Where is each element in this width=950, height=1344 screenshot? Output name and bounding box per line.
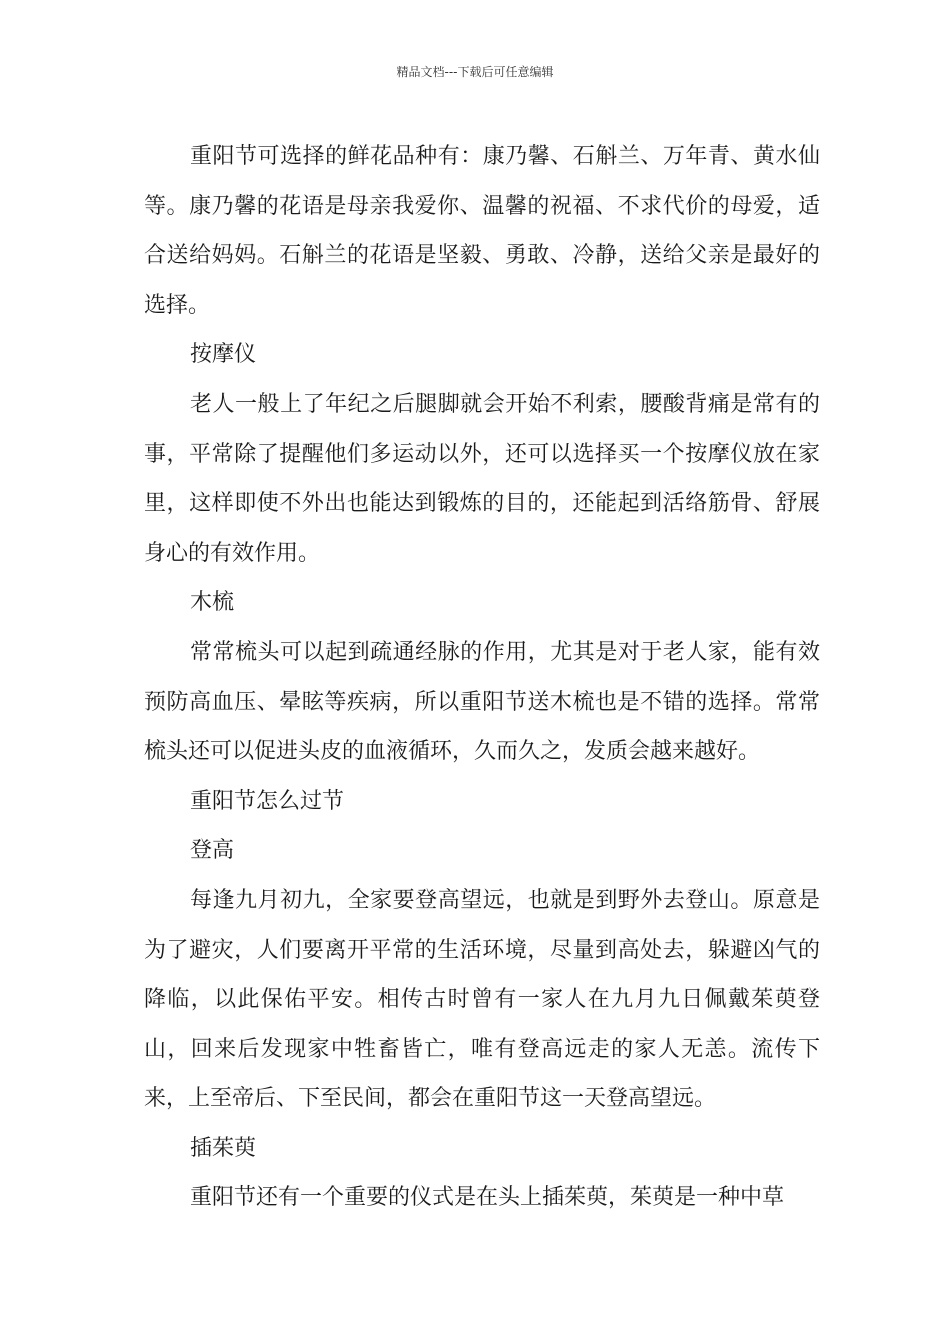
heading-wooden-comb: 木梳 xyxy=(190,590,235,616)
paragraph-climbing: 每逢九月初九，全家要登高望远，也就是到野外去登山。原意是为了避灾，人们要离开平常的生活环境，尽量到高处去，躲避凶气的降临，以此保佑平安。相传古时曾有一家人在九月九日佩戴茱萸登山，回来后发现家中牲畜皆亡，唯有登高远走的家人无恙。流传下来，上至帝后、下至民间，都会在重阳节这一天登高望远。 xyxy=(144,887,820,1112)
paragraph-flowers: 重阳节可选择的鲜花品种有：康乃馨、石斛兰、万年青、黄水仙等。康乃馨的花语是母亲我爱你、温馨的祝福、不求代价的母爱，适合送给妈妈。石斛兰的花语是坚毅、勇敢、冷静，送给父亲是最好的选择。 xyxy=(144,144,820,318)
page-header: 精品文档---下载后可任意编辑 xyxy=(396,65,554,79)
paragraph-wooden-comb: 常常梳头可以起到疏通经脉的作用，尤其是对于老人家，能有效预防高血压、晕眩等疾病，所以重阳节送木梳也是不错的选择。常常梳头还可以促进头皮的血液循环，久而久之，发质会越来越好。 xyxy=(144,639,820,765)
paragraph-dogwood: 重阳节还有一个重要的仪式是在头上插茱萸，茱萸是一种中草 xyxy=(190,1185,785,1211)
heading-dogwood: 插茱萸 xyxy=(190,1135,257,1161)
heading-massager: 按摩仪 xyxy=(190,342,257,368)
paragraph-massager: 老人一般上了年纪之后腿脚就会开始不利索，腰酸背痛是常有的事，平常除了提醒他们多运动以外，还可以选择买一个按摩仪放在家里，这样即使不外出也能达到锻炼的目的，还能起到活络筋骨、舒展身心的有效作用。 xyxy=(144,391,820,566)
heading-climbing: 登高 xyxy=(190,838,235,864)
heading-how-to-celebrate: 重阳节怎么过节 xyxy=(190,788,345,814)
document-body xyxy=(144,132,820,1223)
